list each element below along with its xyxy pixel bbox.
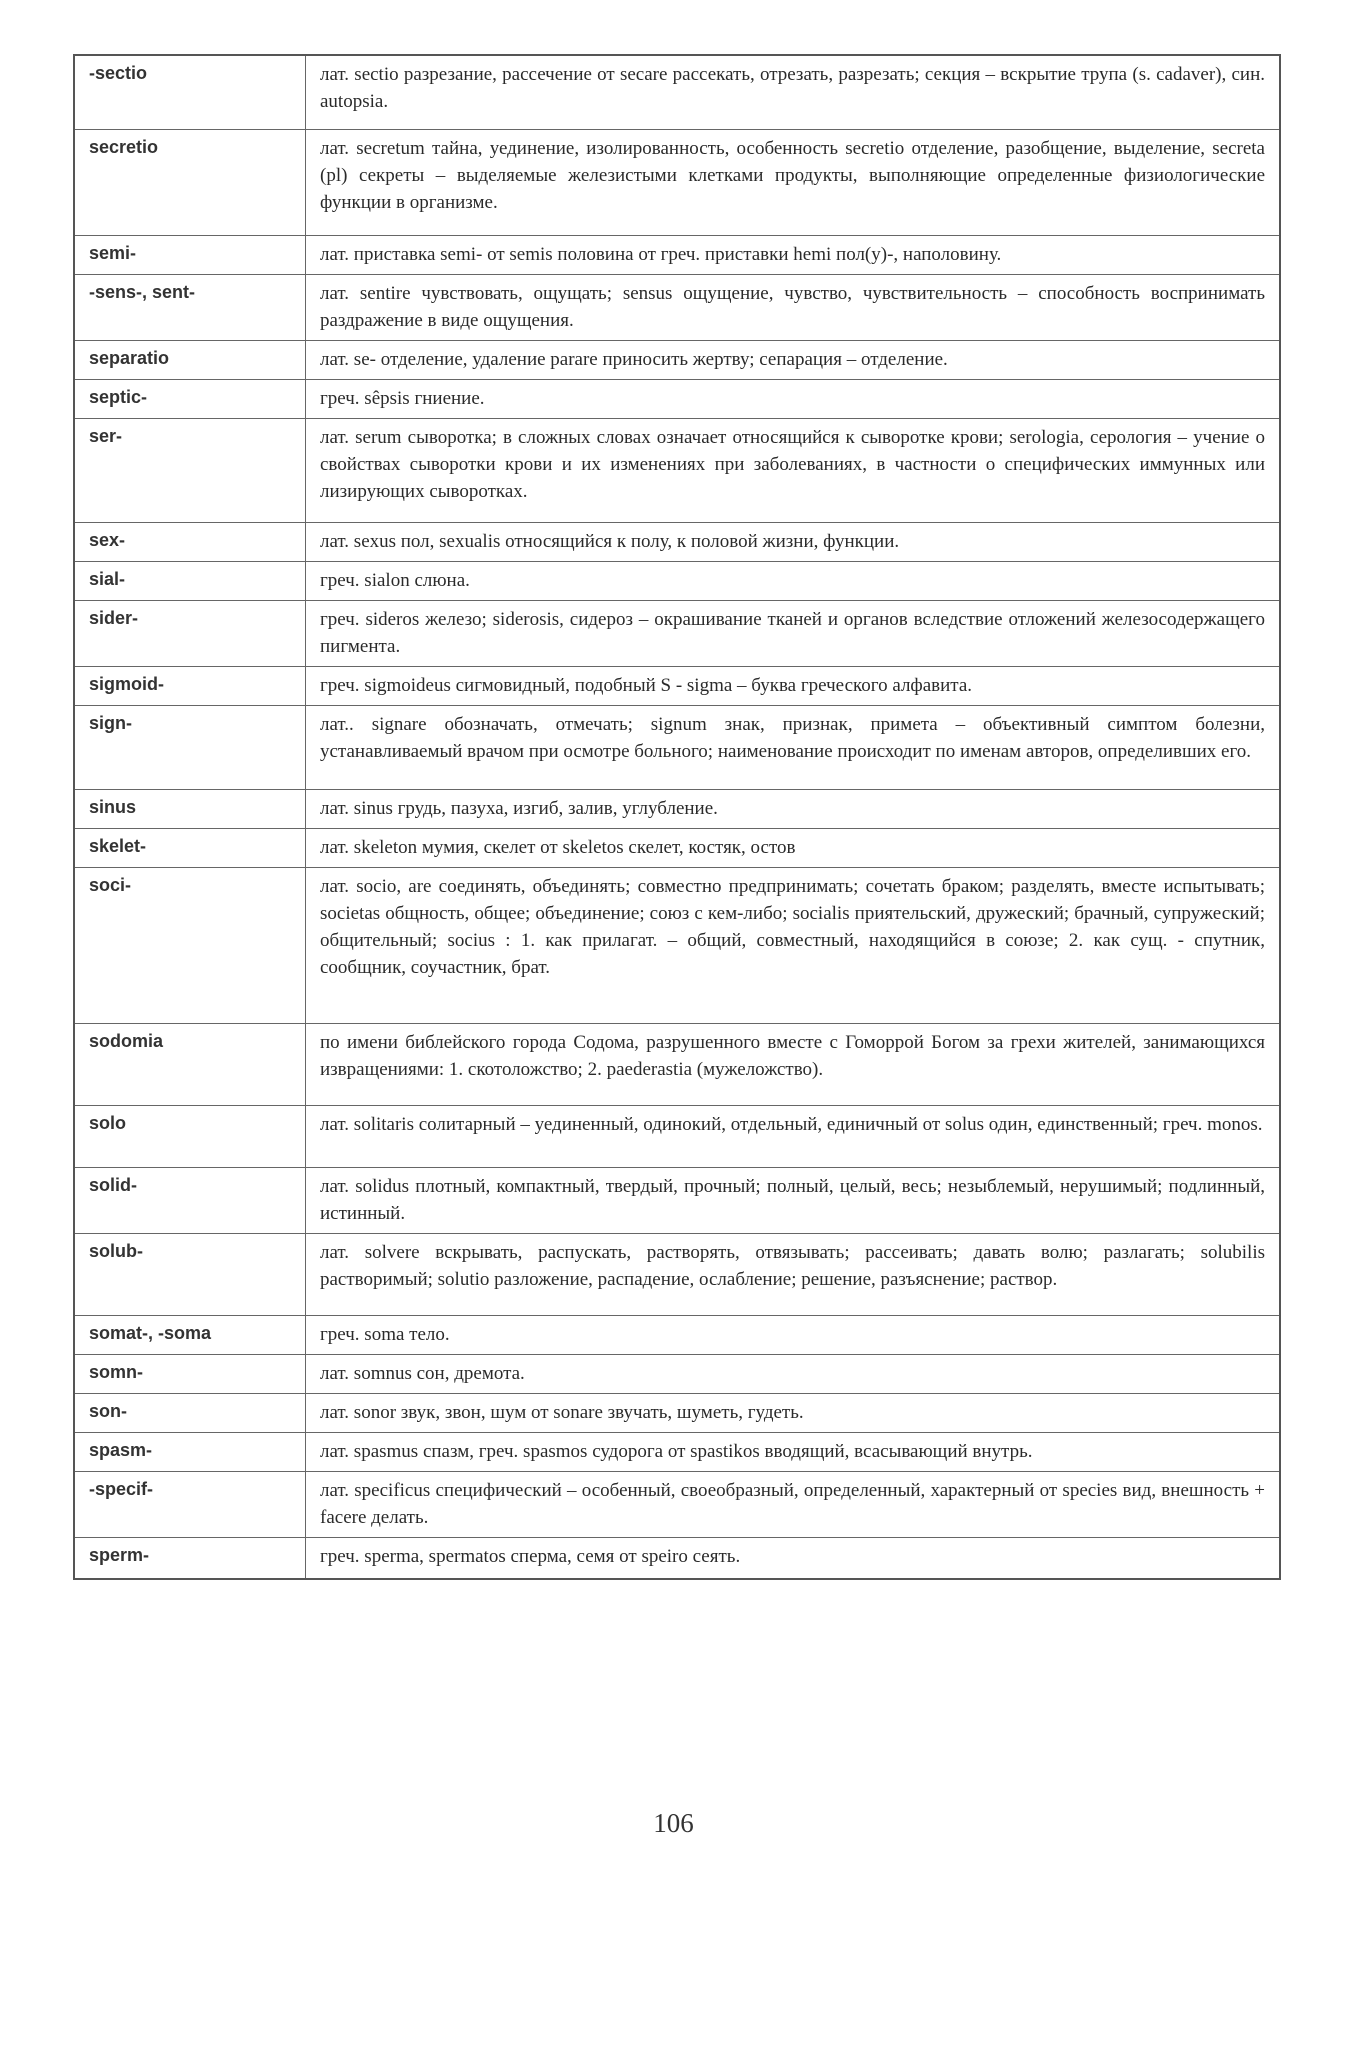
- term-cell: ser-: [74, 418, 306, 522]
- term-cell: secretio: [74, 129, 306, 235]
- glossary-table: [73, 54, 1281, 1580]
- term-cell: sial-: [74, 561, 306, 600]
- table-row: [74, 1537, 1280, 1579]
- term-cell: septic-: [74, 379, 306, 418]
- table-row: [74, 1432, 1280, 1471]
- term-cell: sperm-: [74, 1537, 306, 1579]
- definition-cell: греч. sigmoideus сигмовидный, подобный S - sigma – буква греческого алфавита.: [306, 666, 1281, 705]
- definition-cell: лат. solvere вскрывать, распускать, растворять, отвязывать; рассеивать; давать волю; разлагать; solubilis растворимый; solutio разложение, распадение, ослабление; решение, разъяснение; раствор.: [306, 1233, 1281, 1315]
- page-number: 106: [653, 1808, 694, 1838]
- definition-cell: греч. sialon слюна.: [306, 561, 1281, 600]
- term-cell: somat-, -soma: [74, 1315, 306, 1354]
- table-row: [74, 561, 1280, 600]
- table-row: [74, 379, 1280, 418]
- definition-cell: лат. spasmus спазм, греч. spasmos судорога от spastikos вводящий, всасывающий внутрь.: [306, 1432, 1281, 1471]
- page: [73, 54, 1281, 1580]
- table-row: [74, 55, 1280, 129]
- table-row: [74, 1471, 1280, 1537]
- term-cell: -sens-, sent-: [74, 274, 306, 340]
- definition-cell: лат. se- отделение, удаление parare приносить жертву; сепарация – отделение.: [306, 340, 1281, 379]
- term-cell: spasm-: [74, 1432, 306, 1471]
- term-cell: solo: [74, 1105, 306, 1167]
- term-cell: sinus: [74, 789, 306, 828]
- term-cell: somn-: [74, 1354, 306, 1393]
- definition-cell: лат.. signare обозначать, отмечать; signum знак, признак, примета – объективный симптом болезни, устанавливаемый врачом при осмотре больного; наименование происходит по именам авторов, определивших его.: [306, 705, 1281, 789]
- definition-cell: лат. sectio разрезание, рассечение от secare рассекать, отрезать, разрезать; секция – вскрытие трупа (s. cadaver), син. autopsia.: [306, 55, 1281, 129]
- table-row: [74, 1315, 1280, 1354]
- definition-cell: лат. sentire чувствовать, ощущать; sensus ощущение, чувство, чувствительность – способность воспринимать раздражение в виде ощущения.: [306, 274, 1281, 340]
- term-cell: sider-: [74, 600, 306, 666]
- definition-cell: лат. specificus специфический – особенный, своеобразный, определенный, характерный от species вид, внешность + facere делать.: [306, 1471, 1281, 1537]
- term-cell: semi-: [74, 235, 306, 274]
- table-row: [74, 789, 1280, 828]
- table-row: [74, 1354, 1280, 1393]
- table-row: [74, 1393, 1280, 1432]
- definition-cell: греч. soma тело.: [306, 1315, 1281, 1354]
- term-cell: sodomia: [74, 1023, 306, 1105]
- term-cell: solid-: [74, 1167, 306, 1233]
- table-row: [74, 522, 1280, 561]
- definition-cell: лат. serum сыворотка; в сложных словах означает относящийся к сыворотке крови; serologia, серология – учение о свойствах сыворотки крови и их изменениях при заболеваниях, в частности о специфических иммунных или лизирующих сыворотках.: [306, 418, 1281, 522]
- table-row: [74, 1023, 1280, 1105]
- table-row: [74, 828, 1280, 867]
- definition-cell: лат. sonor звук, звон, шум от sonare звучать, шуметь, гудеть.: [306, 1393, 1281, 1432]
- table-row: [74, 666, 1280, 705]
- table-row: [74, 129, 1280, 235]
- term-cell: separatio: [74, 340, 306, 379]
- term-cell: soci-: [74, 867, 306, 1023]
- definition-cell: лат. solidus плотный, компактный, твердый, прочный; полный, целый, весь; незыблемый, нерушимый; подлинный, истинный.: [306, 1167, 1281, 1233]
- definition-cell: греч. sideros железо; siderosis, сидероз – окрашивание тканей и органов вследствие отложений железосодержащего пигмента.: [306, 600, 1281, 666]
- definition-cell: лат. secretum тайна, уединение, изолированность, особенность secretio отделение, разобщение, выделение, secreta (pl) секреты – выделяемые железистыми клетками продукты, выполняющие определенные физиологические функции в организме.: [306, 129, 1281, 235]
- definition-cell: по имени библейского города Содома, разрушенного вместе с Гоморрой Богом за грехи жителей, занимающихся извращениями: 1. скотоложство; 2. paederastia (мужеложство).: [306, 1023, 1281, 1105]
- term-cell: skelet-: [74, 828, 306, 867]
- term-cell: sign-: [74, 705, 306, 789]
- table-row: [74, 340, 1280, 379]
- definition-cell: лат. приставка semi- от semis половина от греч. приставки hemi пол(у)-, наполовину.: [306, 235, 1281, 274]
- definition-cell: греч. sêpsis гниение.: [306, 379, 1281, 418]
- table-row: [74, 705, 1280, 789]
- table-row: [74, 867, 1280, 1023]
- table-row: [74, 600, 1280, 666]
- term-cell: -specif-: [74, 1471, 306, 1537]
- table-row: [74, 274, 1280, 340]
- term-cell: son-: [74, 1393, 306, 1432]
- definition-cell: лат. socio, are соединять, объединять; совместно предпринимать; сочетать браком; разделять, вместе испытывать; societas общность, общее; объединение; союз с кем-либо; socialis приятельский, дружеский; брачный, супружеский; общительный; socius : 1. как прилагат. – общий, совместный, находящийся в союзе; 2. как сущ. - спутник, сообщник, соучастник, брат.: [306, 867, 1281, 1023]
- table-row: [74, 1167, 1280, 1233]
- table-row: [74, 418, 1280, 522]
- table-row: [74, 1105, 1280, 1167]
- definition-cell: лат. sexus пол, sexualis относящийся к полу, к половой жизни, функции.: [306, 522, 1281, 561]
- table-row: [74, 235, 1280, 274]
- glossary-rows: [74, 55, 1280, 1579]
- definition-cell: лат. skeleton мумия, скелет от skeletos скелет, костяк, остов: [306, 828, 1281, 867]
- definition-cell: лат. somnus сон, дремота.: [306, 1354, 1281, 1393]
- definition-cell: греч. sperma, spermatos сперма, семя от speiro сеять.: [306, 1537, 1281, 1579]
- term-cell: sigmoid-: [74, 666, 306, 705]
- table-row: [74, 1233, 1280, 1315]
- term-cell: solub-: [74, 1233, 306, 1315]
- definition-cell: лат. solitaris солитарный – уединенный, одинокий, отдельный, единичный от solus один, единственный; греч. monos.: [306, 1105, 1281, 1167]
- term-cell: sex-: [74, 522, 306, 561]
- definition-cell: лат. sinus грудь, пазуха, изгиб, залив, углубление.: [306, 789, 1281, 828]
- term-cell: -sectio: [74, 55, 306, 129]
